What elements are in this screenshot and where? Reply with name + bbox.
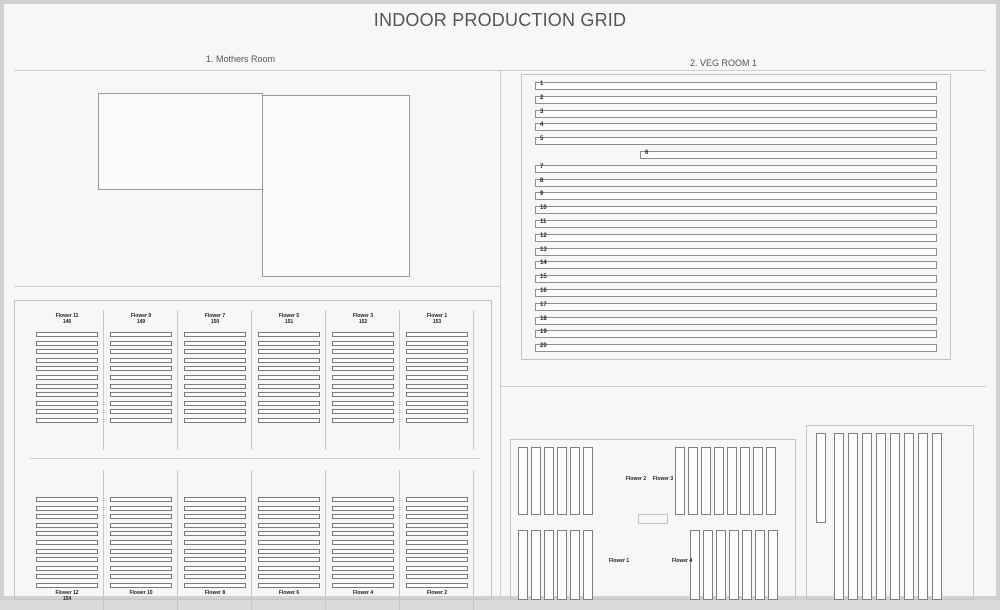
- flower-tray[interactable]: [36, 523, 98, 528]
- flower-tray[interactable]: [406, 531, 468, 536]
- flower-tray[interactable]: [36, 384, 98, 389]
- flower-tray[interactable]: [332, 349, 394, 354]
- flower-tray[interactable]: [184, 409, 246, 414]
- flower-tray[interactable]: [184, 574, 246, 579]
- flower-tray[interactable]: [36, 549, 98, 554]
- flower-room-label: [252, 590, 326, 596]
- flower-tray[interactable]: [258, 549, 320, 554]
- bench-vertical[interactable]: [904, 433, 914, 600]
- veg-bench-number: 18: [540, 315, 547, 322]
- veg-bench-8[interactable]: [535, 179, 937, 187]
- bench-vertical[interactable]: [876, 433, 886, 600]
- flower-tray[interactable]: [36, 366, 98, 371]
- room-label-flower-1: Flower 1: [608, 558, 630, 564]
- flower-tray[interactable]: [184, 366, 246, 371]
- flower-room-name: Flower 7: [204, 313, 226, 319]
- flower-tray[interactable]: [258, 540, 320, 545]
- veg-bench-17[interactable]: [535, 303, 937, 311]
- bench-vertical[interactable]: [570, 530, 580, 600]
- flower-tray[interactable]: [258, 375, 320, 380]
- flower-tray[interactable]: [258, 392, 320, 397]
- bench-vertical[interactable]: [742, 530, 752, 600]
- flower-tray[interactable]: [36, 332, 98, 337]
- flower-tray[interactable]: [258, 531, 320, 536]
- veg-bench-3[interactable]: [535, 110, 937, 118]
- flower-tray[interactable]: [258, 523, 320, 528]
- flower-room-name: Flower 6: [278, 590, 300, 596]
- flower-room-name: Flower 11: [55, 313, 79, 319]
- room-label-flower-4: Flower 4: [671, 558, 693, 564]
- flower-room-name: Flower 10: [129, 590, 153, 596]
- flower-tray[interactable]: [332, 418, 394, 423]
- bench-vertical[interactable]: [531, 530, 541, 600]
- veg-bench-number: 16: [540, 288, 547, 294]
- flower-room-name: Flower 2: [426, 590, 448, 596]
- veg-bench-18[interactable]: [535, 317, 937, 325]
- veg-bench-number: 19: [540, 329, 547, 336]
- bench-vertical[interactable]: [918, 433, 928, 600]
- mothers-table-left[interactable]: [98, 93, 263, 190]
- flower-tray[interactable]: [110, 574, 172, 579]
- veg-bench-19[interactable]: [535, 330, 937, 338]
- flower-room-label: [178, 590, 252, 596]
- flower-room-count: 152: [358, 319, 368, 325]
- veg-bench-11[interactable]: [535, 220, 937, 228]
- veg-bench-5[interactable]: [535, 137, 937, 145]
- bench-vertical[interactable]: [544, 530, 554, 600]
- flower-tray[interactable]: [258, 401, 320, 406]
- bench-vertical[interactable]: [703, 530, 713, 600]
- flower-tray[interactable]: [406, 523, 468, 528]
- flower-tray[interactable]: [110, 540, 172, 545]
- flower-tray[interactable]: [110, 418, 172, 423]
- flower-tray[interactable]: [184, 358, 246, 363]
- flower-room-name: Flower 1: [426, 313, 448, 319]
- veg-bench-2[interactable]: [535, 96, 937, 104]
- flower-tray[interactable]: [258, 566, 320, 571]
- flower-tray[interactable]: [184, 583, 246, 588]
- veg-bench-number: 7: [540, 163, 544, 170]
- flower-tray[interactable]: [184, 523, 246, 528]
- flower-tray[interactable]: [258, 574, 320, 579]
- flower-tray[interactable]: [110, 366, 172, 371]
- bench-vertical[interactable]: [768, 530, 778, 600]
- bench-vertical[interactable]: [714, 447, 724, 515]
- flower-tray[interactable]: [258, 332, 320, 337]
- flower-room-count: 153: [432, 319, 442, 325]
- bench-vertical[interactable]: [727, 447, 737, 515]
- veg-bench-13[interactable]: [535, 248, 937, 256]
- veg-bench-number: 8: [540, 177, 544, 184]
- flower-room-label: [400, 590, 474, 596]
- flower-room-name: Flower 8: [204, 590, 226, 596]
- flower-tray[interactable]: [110, 557, 172, 562]
- flower-tray[interactable]: [184, 349, 246, 354]
- flower-room-cell: [326, 310, 400, 450]
- flower-tray[interactable]: [406, 506, 468, 511]
- flower-tray[interactable]: [332, 358, 394, 363]
- veg-bench-15[interactable]: [535, 275, 937, 283]
- flower-room-count: 149: [136, 319, 146, 325]
- flower-room-name: Flower 5: [278, 313, 300, 319]
- veg-bench-number: 9: [540, 191, 544, 198]
- veg-bench-number: 11: [540, 219, 547, 225]
- flower-tray[interactable]: [406, 549, 468, 554]
- flower-tray[interactable]: [406, 375, 468, 380]
- flower-tray[interactable]: [110, 332, 172, 337]
- flower-corridor: [30, 458, 480, 459]
- flower-tray[interactable]: [332, 523, 394, 528]
- flower-tray[interactable]: [406, 358, 468, 363]
- flower-tray[interactable]: [110, 409, 172, 414]
- bench-vertical[interactable]: [932, 433, 942, 600]
- flower-tray[interactable]: [406, 514, 468, 519]
- flower-tray[interactable]: [36, 557, 98, 562]
- bench-vertical[interactable]: [688, 447, 698, 515]
- bench-vertical[interactable]: [557, 530, 567, 600]
- bench-vertical[interactable]: [518, 530, 528, 600]
- flower-room-label: [326, 313, 400, 325]
- flower-tray[interactable]: [258, 366, 320, 371]
- veg-bench-10[interactable]: [535, 206, 937, 214]
- flower-tray[interactable]: [36, 583, 98, 588]
- center-divider: [500, 70, 501, 600]
- flower-tray[interactable]: [406, 583, 468, 588]
- flower-tray[interactable]: [184, 341, 246, 346]
- flower-tray[interactable]: [332, 332, 394, 337]
- flower-tray[interactable]: [332, 514, 394, 519]
- flower-room-name: Flower 3: [352, 313, 374, 319]
- flower-tray[interactable]: [184, 557, 246, 562]
- flower-tray[interactable]: [332, 583, 394, 588]
- flower-tray[interactable]: [184, 514, 246, 519]
- flower-room-cell: [104, 310, 178, 450]
- flower-room-name: Flower 12: [55, 590, 79, 596]
- veg-bench-20[interactable]: [535, 344, 937, 352]
- flower-room-cell: [30, 310, 104, 450]
- bench-vertical[interactable]: [740, 447, 750, 515]
- flower-tray[interactable]: [406, 366, 468, 371]
- flower-tray[interactable]: [36, 514, 98, 519]
- flower-tray[interactable]: [36, 497, 98, 502]
- flower-tray[interactable]: [406, 392, 468, 397]
- flower-tray[interactable]: [332, 549, 394, 554]
- flower-room-count: 154: [62, 596, 72, 602]
- flower-tray[interactable]: [110, 358, 172, 363]
- flower-tray[interactable]: [36, 418, 98, 423]
- flower-tray[interactable]: [36, 566, 98, 571]
- flower-tray[interactable]: [184, 375, 246, 380]
- flower-room-label: [252, 313, 326, 325]
- veg-bench-14[interactable]: [535, 261, 937, 269]
- flower-tray[interactable]: [184, 332, 246, 337]
- flower-room-count: 150: [210, 319, 220, 325]
- veg-bench-1[interactable]: [535, 82, 937, 90]
- flower-tray[interactable]: [406, 418, 468, 423]
- flower-tray[interactable]: [110, 531, 172, 536]
- bench-vertical[interactable]: [544, 447, 554, 515]
- flower-tray[interactable]: [258, 506, 320, 511]
- bench-vertical[interactable]: [890, 433, 900, 600]
- page-title: INDOOR PRODUCTION GRID: [373, 10, 627, 30]
- flower-tray[interactable]: [406, 332, 468, 337]
- flower-tray[interactable]: [36, 375, 98, 380]
- bench-vertical[interactable]: [583, 447, 593, 515]
- flower-tray[interactable]: [184, 401, 246, 406]
- flower-tray[interactable]: [184, 506, 246, 511]
- flower-tray[interactable]: [36, 349, 98, 354]
- flower-tray[interactable]: [332, 566, 394, 571]
- flower-tray[interactable]: [406, 409, 468, 414]
- flower-tray[interactable]: [36, 531, 98, 536]
- flower-tray[interactable]: [36, 358, 98, 363]
- bench-vertical[interactable]: [531, 447, 541, 515]
- veg-bench-number: 12: [540, 232, 547, 239]
- flower-tray[interactable]: [110, 506, 172, 511]
- flower-room-label: [30, 313, 104, 325]
- veg-bench-12[interactable]: [535, 234, 937, 242]
- flower-tray[interactable]: [110, 384, 172, 389]
- mothers-table-right[interactable]: [262, 95, 410, 277]
- flower-room-cell: [252, 310, 326, 450]
- flower-tray[interactable]: [36, 409, 98, 414]
- flower-tray[interactable]: [332, 341, 394, 346]
- bench-vertical[interactable]: [675, 447, 685, 515]
- veg-bench-number: 4: [540, 122, 544, 129]
- flower-room-cell: [400, 310, 474, 450]
- flower-room-cell: [178, 310, 252, 450]
- flower-tray[interactable]: [332, 557, 394, 562]
- flower-tray[interactable]: [110, 549, 172, 554]
- flower-tray[interactable]: [36, 506, 98, 511]
- bench-vertical[interactable]: [701, 447, 711, 515]
- flower-tray[interactable]: [110, 523, 172, 528]
- flower-tray[interactable]: [110, 341, 172, 346]
- bench-vertical[interactable]: [753, 447, 763, 515]
- flower-room-name: Flower 4: [352, 590, 374, 596]
- veg-bench-number: 17: [540, 301, 547, 308]
- veg-bench-6[interactable]: [640, 151, 937, 159]
- flower-tray[interactable]: [332, 497, 394, 502]
- flower-tray[interactable]: [184, 549, 246, 554]
- flower-tray[interactable]: [406, 341, 468, 346]
- veg-bench-9[interactable]: [535, 192, 937, 200]
- flower-tray[interactable]: [36, 341, 98, 346]
- flower-tray[interactable]: [258, 409, 320, 414]
- flower-tray[interactable]: [184, 418, 246, 423]
- bench-vertical[interactable]: [518, 447, 528, 515]
- lower-door[interactable]: [638, 514, 668, 524]
- bench-vertical[interactable]: [729, 530, 739, 600]
- flower-tray[interactable]: [110, 392, 172, 397]
- flower-tray[interactable]: [406, 349, 468, 354]
- veg-bench-number: 13: [540, 246, 547, 253]
- veg-bench-number: 2: [540, 94, 544, 101]
- mothers-room-floor: [14, 286, 500, 287]
- bench-vertical[interactable]: [848, 433, 858, 600]
- flower-tray[interactable]: [332, 574, 394, 579]
- veg-bench-7[interactable]: [535, 165, 937, 173]
- flower-tray[interactable]: [406, 540, 468, 545]
- flower-tray[interactable]: [258, 514, 320, 519]
- flower-room-name: Flower 9: [130, 313, 152, 319]
- flower-tray[interactable]: [184, 566, 246, 571]
- flower-room-label: [30, 590, 104, 602]
- veg-bench-number: 10: [540, 205, 547, 212]
- veg-bench-number: 15: [540, 274, 547, 281]
- flower-tray[interactable]: [110, 514, 172, 519]
- flower-tray[interactable]: [36, 574, 98, 579]
- bench-vertical[interactable]: [557, 447, 567, 515]
- flower-tray[interactable]: [110, 583, 172, 588]
- flower-tray[interactable]: [332, 540, 394, 545]
- flower-tray[interactable]: [110, 566, 172, 571]
- flower-tray[interactable]: [184, 384, 246, 389]
- room-label-flower-3: Flower 3: [652, 476, 674, 482]
- bench-vertical[interactable]: [570, 447, 580, 515]
- flower-tray[interactable]: [184, 540, 246, 545]
- flower-tray[interactable]: [110, 497, 172, 502]
- flower-room-label: [178, 313, 252, 325]
- flower-tray[interactable]: [258, 557, 320, 562]
- flower-room-label: [400, 313, 474, 325]
- flower-tray[interactable]: [184, 497, 246, 502]
- flower-tray[interactable]: [184, 392, 246, 397]
- flower-tray[interactable]: [332, 366, 394, 371]
- flower-room-label: [326, 590, 400, 596]
- flower-tray[interactable]: [258, 497, 320, 502]
- veg-bench-number: 6: [645, 150, 649, 156]
- flower-tray[interactable]: [332, 401, 394, 406]
- flower-tray[interactable]: [258, 358, 320, 363]
- flower-tray[interactable]: [332, 409, 394, 414]
- flower-tray[interactable]: [184, 531, 246, 536]
- veg-bench-16[interactable]: [535, 289, 937, 297]
- flower-tray[interactable]: [332, 506, 394, 511]
- veg-bench-number: 14: [540, 260, 547, 267]
- bench-vertical[interactable]: [862, 433, 872, 600]
- veg-room-label: 2. VEG ROOM 1: [690, 58, 758, 68]
- flower-tray[interactable]: [332, 531, 394, 536]
- flower-room-label: [104, 313, 178, 325]
- veg-room-floor: [500, 386, 986, 387]
- flower-tray[interactable]: [406, 557, 468, 562]
- flower-tray[interactable]: [258, 384, 320, 389]
- flower-room-count: 146: [62, 319, 72, 325]
- bench-vertical[interactable]: [716, 530, 726, 600]
- flower-room-count: 151: [284, 319, 294, 325]
- veg-bench-number: 1: [540, 81, 544, 87]
- flower-tray[interactable]: [406, 401, 468, 406]
- flower-tray[interactable]: [332, 384, 394, 389]
- veg-bench-number: 5: [540, 136, 544, 143]
- flower-tray[interactable]: [36, 392, 98, 397]
- flower-tray[interactable]: [406, 574, 468, 579]
- bench-vertical[interactable]: [766, 447, 776, 515]
- flower-tray[interactable]: [332, 392, 394, 397]
- flower-tray[interactable]: [110, 349, 172, 354]
- flower-tray[interactable]: [110, 401, 172, 406]
- flower-tray[interactable]: [406, 566, 468, 571]
- mothers-room-label: 1. Mothers Room: [206, 54, 276, 64]
- flower-tray[interactable]: [258, 341, 320, 346]
- flower-tray[interactable]: [406, 497, 468, 502]
- veg-bench-number: 20: [540, 343, 547, 350]
- flower-tray[interactable]: [332, 375, 394, 380]
- flower-tray[interactable]: [110, 375, 172, 380]
- flower-tray[interactable]: [258, 418, 320, 423]
- flower-tray[interactable]: [36, 401, 98, 406]
- bench-vertical[interactable]: [583, 530, 593, 600]
- veg-bench-4[interactable]: [535, 123, 937, 131]
- flower-room-label: [104, 590, 178, 596]
- bench-vertical[interactable]: [816, 433, 826, 523]
- room-label-flower-2: Flower 2: [625, 476, 647, 482]
- bench-vertical[interactable]: [755, 530, 765, 600]
- bench-vertical[interactable]: [690, 530, 700, 600]
- flower-tray[interactable]: [258, 349, 320, 354]
- flower-tray[interactable]: [406, 384, 468, 389]
- flower-tray[interactable]: [258, 583, 320, 588]
- bench-vertical[interactable]: [834, 433, 844, 600]
- flower-tray[interactable]: [36, 540, 98, 545]
- veg-bench-number: 3: [540, 108, 544, 115]
